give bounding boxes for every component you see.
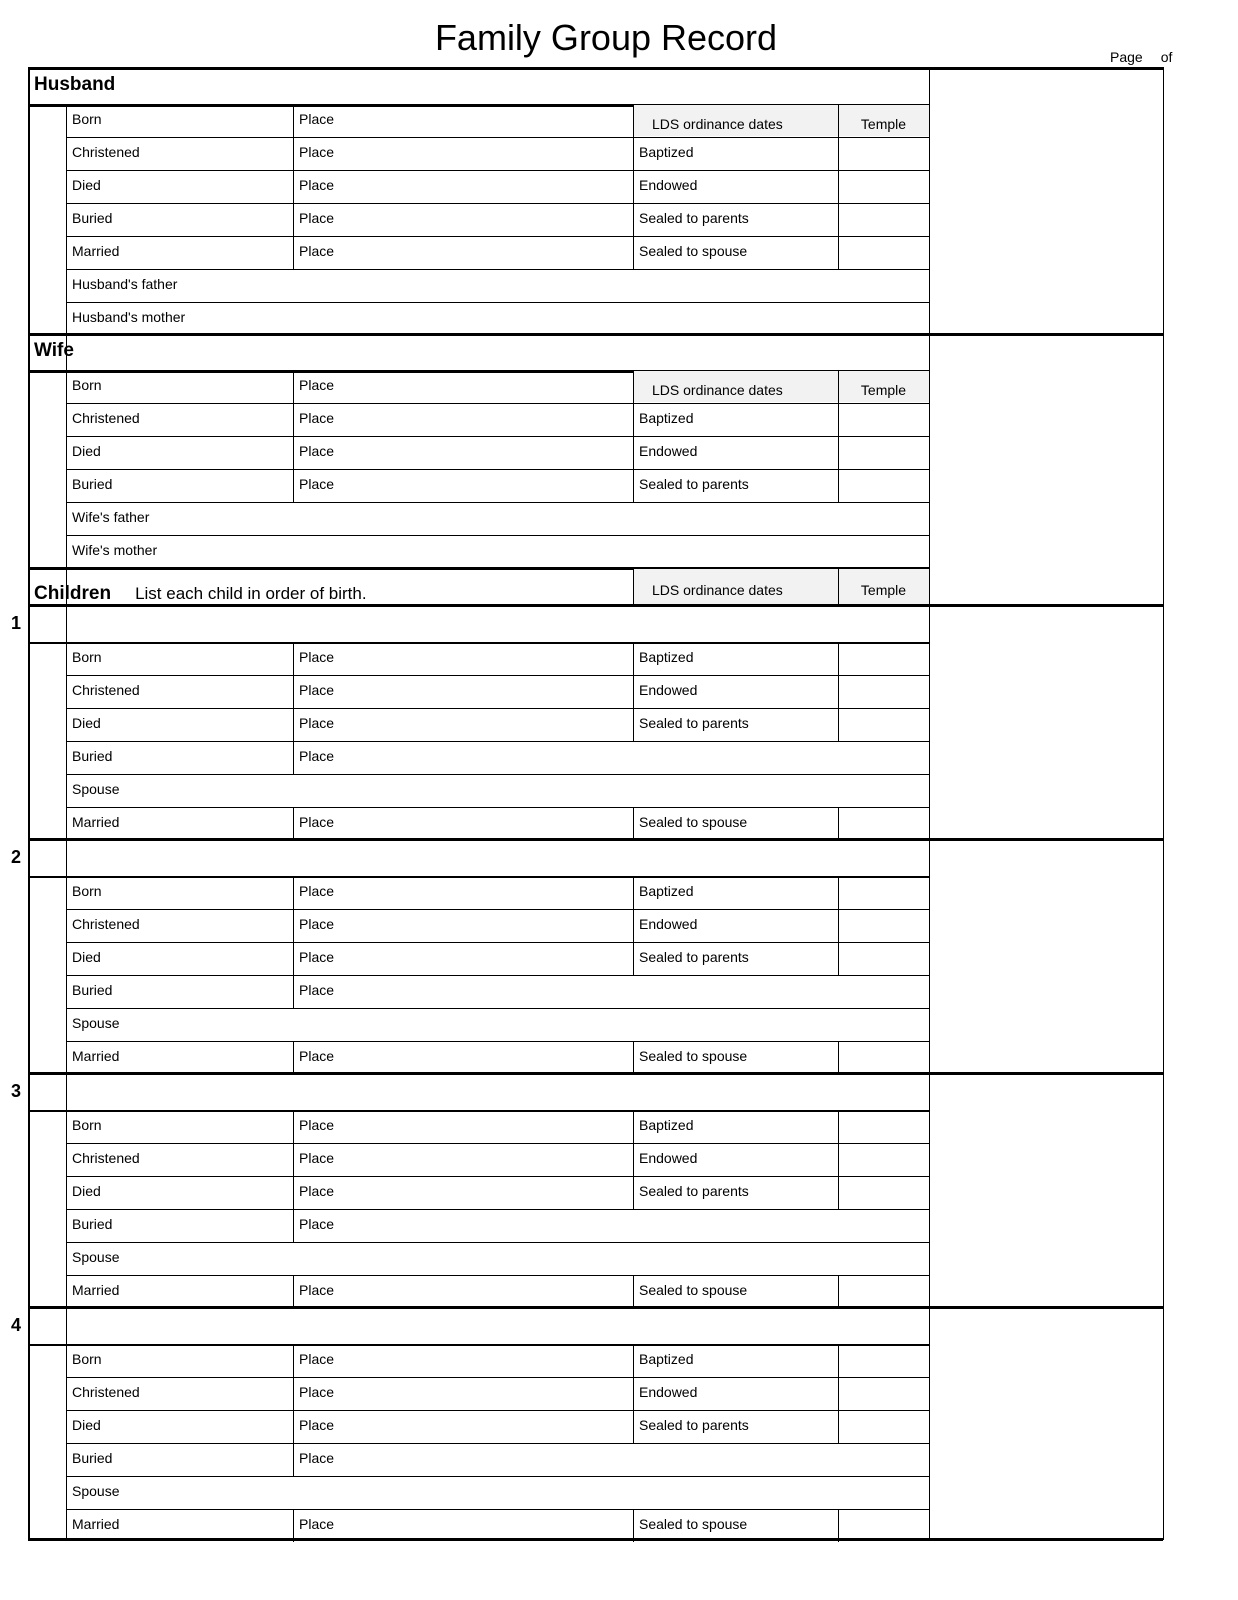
vertical-rule <box>633 370 634 403</box>
vertical-rule <box>293 104 294 137</box>
vertical-rule <box>633 436 634 469</box>
temple-field[interactable] <box>839 1344 929 1376</box>
endowed-label: Endowed <box>639 682 698 698</box>
father-field[interactable] <box>196 269 929 301</box>
place-field[interactable] <box>343 104 633 136</box>
child-1-name-field[interactable] <box>67 607 929 641</box>
vertical-rule <box>293 876 294 909</box>
children-instruction: List each child in order of birth. <box>135 584 367 603</box>
place-label: Place <box>299 649 335 665</box>
vertical-rule <box>293 1344 294 1377</box>
vertical-rule <box>633 236 634 269</box>
place-field[interactable] <box>343 975 929 1007</box>
place-label: Place <box>299 410 335 426</box>
page-label: Page <box>1110 49 1143 65</box>
place-field[interactable] <box>343 1110 633 1142</box>
vertical-rule <box>293 1041 294 1074</box>
child-number-4: 4 <box>11 1315 22 1335</box>
baptized-label: Baptized <box>639 883 694 899</box>
buried-date-field[interactable] <box>126 741 293 773</box>
born-date-field[interactable] <box>126 1110 293 1142</box>
husband-heading: Husband <box>34 74 116 95</box>
ordinance-date-field[interactable] <box>753 436 838 468</box>
temple-header: Temple <box>860 382 907 398</box>
born-date-field[interactable] <box>126 876 293 908</box>
vertical-rule <box>293 370 294 403</box>
buried-label: Buried <box>72 1216 113 1232</box>
place-field[interactable] <box>343 1344 633 1376</box>
child-3-name-field[interactable] <box>67 1075 929 1109</box>
place-field[interactable] <box>343 469 633 501</box>
baptized-label: Baptized <box>639 649 694 665</box>
buried-date-field[interactable] <box>126 469 293 501</box>
place-field[interactable] <box>343 1275 633 1307</box>
christened-label: Christened <box>72 410 140 426</box>
place-field[interactable] <box>343 1377 633 1409</box>
ordinance-date-field[interactable] <box>753 170 838 202</box>
died-date-field[interactable] <box>126 708 293 740</box>
vertical-rule <box>633 170 634 203</box>
vertical-rule <box>633 1344 634 1377</box>
horizontal-rule <box>28 1538 1163 1541</box>
christened-date-field[interactable] <box>126 403 293 435</box>
vertical-rule <box>28 67 30 1540</box>
christened-label: Christened <box>72 1150 140 1166</box>
temple-field[interactable] <box>839 1176 929 1208</box>
place-field[interactable] <box>343 642 633 674</box>
sealed_parents-label: Sealed to parents <box>639 210 749 226</box>
husband-name-field[interactable] <box>140 70 929 104</box>
father-field[interactable] <box>196 502 929 534</box>
sealed_spouse-label: Sealed to spouse <box>639 243 748 259</box>
place-label: Place <box>299 982 335 998</box>
place-label: Place <box>299 177 335 193</box>
place-field[interactable] <box>343 1410 633 1442</box>
vertical-rule <box>293 741 294 774</box>
place-field[interactable] <box>343 807 633 839</box>
married-label: Married <box>72 1282 120 1298</box>
vertical-rule <box>293 1443 294 1476</box>
place-label: Place <box>299 715 335 731</box>
vertical-rule <box>293 436 294 469</box>
born-label: Born <box>72 377 102 393</box>
place-field[interactable] <box>343 403 633 435</box>
temple-field[interactable] <box>839 203 929 235</box>
place-field[interactable] <box>343 137 633 169</box>
married-date-field[interactable] <box>126 807 293 839</box>
died-label: Died <box>72 1417 101 1433</box>
vertical-rule <box>633 876 634 909</box>
lds-ordinance-header: LDS ordinance dates <box>652 116 783 132</box>
vertical-rule <box>633 642 634 675</box>
died-date-field[interactable] <box>126 436 293 468</box>
temple-field[interactable] <box>839 1275 929 1307</box>
buried-label: Buried <box>72 210 113 226</box>
ordinance-date-field[interactable] <box>753 236 838 268</box>
place-label: Place <box>299 443 335 459</box>
ordinance-date-field[interactable] <box>753 1344 838 1376</box>
temple-field[interactable] <box>839 1110 929 1142</box>
place-field[interactable] <box>343 876 633 908</box>
vertical-rule <box>293 1209 294 1242</box>
spouse-field[interactable] <box>196 774 929 806</box>
endowed-label: Endowed <box>639 1150 698 1166</box>
place-label: Place <box>299 377 335 393</box>
children-heading-text: Children <box>34 583 112 604</box>
married-date-field[interactable] <box>126 1509 293 1541</box>
endowed-label: Endowed <box>639 916 698 932</box>
temple-field[interactable] <box>839 942 929 974</box>
died-date-field[interactable] <box>126 170 293 202</box>
place-label: Place <box>299 1048 335 1064</box>
vertical-rule <box>633 1143 634 1176</box>
vertical-rule <box>633 942 634 975</box>
vertical-rule <box>633 1176 634 1209</box>
vertical-rule <box>293 909 294 942</box>
temple-field[interactable] <box>839 807 929 839</box>
sealed_parents-label: Sealed to parents <box>639 1183 749 1199</box>
place-field[interactable] <box>343 1041 633 1073</box>
born-date-field[interactable] <box>126 104 293 136</box>
place-label: Place <box>299 1351 335 1367</box>
mother-label: Husband's mother <box>72 309 186 325</box>
place-field[interactable] <box>343 1143 633 1175</box>
vertical-rule <box>293 403 294 436</box>
vertical-rule <box>633 104 634 137</box>
ordinance-date-field[interactable] <box>753 1110 838 1142</box>
place-field[interactable] <box>343 909 633 941</box>
father-label: Wife's father <box>72 509 150 525</box>
baptized-label: Baptized <box>639 410 694 426</box>
child-4-name-field[interactable] <box>67 1309 929 1343</box>
place-label: Place <box>299 1216 335 1232</box>
mother-field[interactable] <box>196 535 929 567</box>
sealed_parents-label: Sealed to parents <box>639 949 749 965</box>
mother-field[interactable] <box>196 302 929 334</box>
spouse-label: Spouse <box>72 781 120 797</box>
married-date-field[interactable] <box>126 236 293 268</box>
died-label: Died <box>72 177 101 193</box>
vertical-rule <box>293 1377 294 1410</box>
christened-date-field[interactable] <box>126 1377 293 1409</box>
endowed-label: Endowed <box>639 443 698 459</box>
place-label: Place <box>299 1384 335 1400</box>
place-label: Place <box>299 144 335 160</box>
spouse-label: Spouse <box>72 1015 120 1031</box>
christened-label: Christened <box>72 1384 140 1400</box>
baptized-label: Baptized <box>639 1117 694 1133</box>
died-date-field[interactable] <box>126 1176 293 1208</box>
ordinance-date-field[interactable] <box>753 1143 838 1175</box>
temple-field[interactable] <box>839 1410 929 1442</box>
ordinance-date-field[interactable] <box>753 203 838 235</box>
vertical-rule <box>293 236 294 269</box>
spouse-label: Spouse <box>72 1249 120 1265</box>
died-label: Died <box>72 443 101 459</box>
place-field[interactable] <box>343 741 929 773</box>
christened-date-field[interactable] <box>126 675 293 707</box>
sealed_spouse-label: Sealed to spouse <box>639 814 748 830</box>
temple-field[interactable] <box>839 909 929 941</box>
place-label: Place <box>299 1450 335 1466</box>
place-label: Place <box>299 814 335 830</box>
temple-field[interactable] <box>839 1509 929 1541</box>
sealed_parents-label: Sealed to parents <box>639 476 749 492</box>
place-field[interactable] <box>343 436 633 468</box>
temple-field[interactable] <box>839 708 929 740</box>
born-label: Born <box>72 883 102 899</box>
born-label: Born <box>72 111 102 127</box>
died-date-field[interactable] <box>126 1410 293 1442</box>
buried-label: Buried <box>72 1450 113 1466</box>
place-field[interactable] <box>343 675 633 707</box>
christened-date-field[interactable] <box>126 909 293 941</box>
ordinance-date-field[interactable] <box>753 909 838 941</box>
place-label: Place <box>299 1150 335 1166</box>
spouse-field[interactable] <box>196 1476 929 1508</box>
ordinance-date-field[interactable] <box>753 1275 838 1307</box>
ordinance-date-field[interactable] <box>753 1041 838 1073</box>
vertical-rule <box>293 1176 294 1209</box>
born-label: Born <box>72 1351 102 1367</box>
vertical-rule <box>929 67 930 1540</box>
ordinance-date-field[interactable] <box>753 469 838 501</box>
place-label: Place <box>299 1183 335 1199</box>
place-label: Place <box>299 243 335 259</box>
place-field[interactable] <box>343 203 633 235</box>
buried-date-field[interactable] <box>126 975 293 1007</box>
sealed_spouse-label: Sealed to spouse <box>639 1516 748 1532</box>
temple-field[interactable] <box>839 170 929 202</box>
died-label: Died <box>72 1183 101 1199</box>
temple-header: Temple <box>860 116 907 132</box>
born-date-field[interactable] <box>126 1344 293 1376</box>
christened-label: Christened <box>72 144 140 160</box>
temple-field[interactable] <box>839 236 929 268</box>
temple-field[interactable] <box>839 436 929 468</box>
ordinance-date-field[interactable] <box>753 403 838 435</box>
vertical-rule <box>293 469 294 502</box>
ordinance-date-field[interactable] <box>753 876 838 908</box>
vertical-rule <box>633 137 634 170</box>
ordinance-date-field[interactable] <box>753 1410 838 1442</box>
vertical-rule <box>633 1275 634 1308</box>
ordinance-date-field[interactable] <box>753 675 838 707</box>
died-date-field[interactable] <box>126 942 293 974</box>
ordinance-date-field[interactable] <box>753 1509 838 1541</box>
vertical-rule <box>633 1110 634 1143</box>
page-title: Family Group Record <box>434 17 778 58</box>
died-label: Died <box>72 949 101 965</box>
wife-heading: Wife <box>34 340 74 361</box>
temple-field[interactable] <box>839 1143 929 1175</box>
vertical-rule <box>633 675 634 708</box>
married-label: Married <box>72 1048 120 1064</box>
vertical-rule <box>293 942 294 975</box>
temple-field[interactable] <box>839 137 929 169</box>
christened-label: Christened <box>72 682 140 698</box>
vertical-rule <box>293 675 294 708</box>
child-2-name-field[interactable] <box>67 841 929 875</box>
born-date-field[interactable] <box>126 642 293 674</box>
sealed_spouse-label: Sealed to spouse <box>639 1282 748 1298</box>
temple-field[interactable] <box>839 675 929 707</box>
vertical-rule <box>293 708 294 741</box>
spouse-field[interactable] <box>196 1008 929 1040</box>
sealed_parents-label: Sealed to parents <box>639 1417 749 1433</box>
vertical-rule <box>293 1143 294 1176</box>
buried-date-field[interactable] <box>126 203 293 235</box>
vertical-rule <box>293 807 294 840</box>
christened-label: Christened <box>72 916 140 932</box>
ordinance-date-field[interactable] <box>753 942 838 974</box>
place-field[interactable] <box>343 1443 929 1475</box>
place-label: Place <box>299 1282 335 1298</box>
born-label: Born <box>72 1117 102 1133</box>
place-label: Place <box>299 949 335 965</box>
mother-label: Wife's mother <box>72 542 158 558</box>
vertical-rule <box>293 1110 294 1143</box>
endowed-label: Endowed <box>639 177 698 193</box>
place-label: Place <box>299 1516 335 1532</box>
baptized-label: Baptized <box>639 1351 694 1367</box>
place-label: Place <box>299 916 335 932</box>
vertical-rule <box>633 807 634 840</box>
child-number-2: 2 <box>11 847 22 867</box>
spouse-field[interactable] <box>196 1242 929 1274</box>
place-label: Place <box>299 210 335 226</box>
place-field[interactable] <box>343 370 633 402</box>
lds-ordinance-header: LDS ordinance dates <box>652 382 783 398</box>
place-label: Place <box>299 476 335 492</box>
place-label: Place <box>299 682 335 698</box>
spouse-label: Spouse <box>72 1483 120 1499</box>
lds-ordinance-header: LDS ordinance dates <box>652 582 783 598</box>
place-label: Place <box>299 1117 335 1133</box>
married-date-field[interactable] <box>126 1275 293 1307</box>
died-label: Died <box>72 715 101 731</box>
temple-header: Temple <box>860 582 907 598</box>
ordinance-date-field[interactable] <box>753 1176 838 1208</box>
born-date-field[interactable] <box>126 370 293 402</box>
vertical-rule <box>838 104 839 137</box>
temple-field[interactable] <box>839 642 929 674</box>
vertical-rule <box>293 1410 294 1443</box>
vertical-rule <box>293 170 294 203</box>
sealed_parents-label: Sealed to parents <box>639 715 749 731</box>
vertical-rule <box>293 642 294 675</box>
wife-name-field[interactable] <box>110 336 929 370</box>
buried-label: Buried <box>72 748 113 764</box>
vertical-rule <box>293 975 294 1008</box>
place-field[interactable] <box>343 708 633 740</box>
sealed_spouse-label: Sealed to spouse <box>639 1048 748 1064</box>
father-label: Husband's father <box>72 276 178 292</box>
temple-field[interactable] <box>839 876 929 908</box>
vertical-rule <box>838 370 839 403</box>
temple-field[interactable] <box>839 1377 929 1409</box>
vertical-rule <box>633 203 634 236</box>
buried-date-field[interactable] <box>126 1209 293 1241</box>
buried-date-field[interactable] <box>126 1443 293 1475</box>
married-label: Married <box>72 1516 120 1532</box>
of-label: of <box>1160 49 1173 65</box>
temple-field[interactable] <box>839 469 929 501</box>
temple-field[interactable] <box>839 403 929 435</box>
vertical-rule <box>293 1275 294 1308</box>
place-label: Place <box>299 748 335 764</box>
vertical-rule <box>633 567 634 604</box>
temple-field[interactable] <box>839 1041 929 1073</box>
child-number-1: 1 <box>11 613 22 633</box>
vertical-rule <box>293 137 294 170</box>
vertical-rule <box>633 1410 634 1443</box>
vertical-rule <box>633 469 634 502</box>
vertical-rule <box>633 909 634 942</box>
ordinance-date-field[interactable] <box>753 1377 838 1409</box>
married-label: Married <box>72 814 120 830</box>
place-label: Place <box>299 1417 335 1433</box>
buried-label: Buried <box>72 982 113 998</box>
place-field[interactable] <box>343 170 633 202</box>
vertical-rule <box>633 1377 634 1410</box>
place-field[interactable] <box>343 1209 929 1241</box>
place-field[interactable] <box>343 236 633 268</box>
children-heading <box>34 583 367 605</box>
born-label: Born <box>72 649 102 665</box>
place-field[interactable] <box>343 942 633 974</box>
baptized-label: Baptized <box>639 144 694 160</box>
vertical-rule <box>1163 67 1164 1540</box>
place-field[interactable] <box>343 1509 633 1541</box>
ordinance-date-field[interactable] <box>753 708 838 740</box>
place-label: Place <box>299 111 335 127</box>
married-label: Married <box>72 243 120 259</box>
married-date-field[interactable] <box>126 1041 293 1073</box>
buried-label: Buried <box>72 476 113 492</box>
place-field[interactable] <box>343 1176 633 1208</box>
vertical-rule <box>293 203 294 236</box>
endowed-label: Endowed <box>639 1384 698 1400</box>
ordinance-date-field[interactable] <box>753 807 838 839</box>
christened-date-field[interactable] <box>126 137 293 169</box>
child-number-3: 3 <box>11 1081 22 1101</box>
place-label: Place <box>299 883 335 899</box>
christened-date-field[interactable] <box>126 1143 293 1175</box>
vertical-rule <box>633 708 634 741</box>
ordinance-date-field[interactable] <box>753 642 838 674</box>
ordinance-date-field[interactable] <box>753 137 838 169</box>
vertical-rule <box>633 1041 634 1074</box>
vertical-rule <box>633 403 634 436</box>
